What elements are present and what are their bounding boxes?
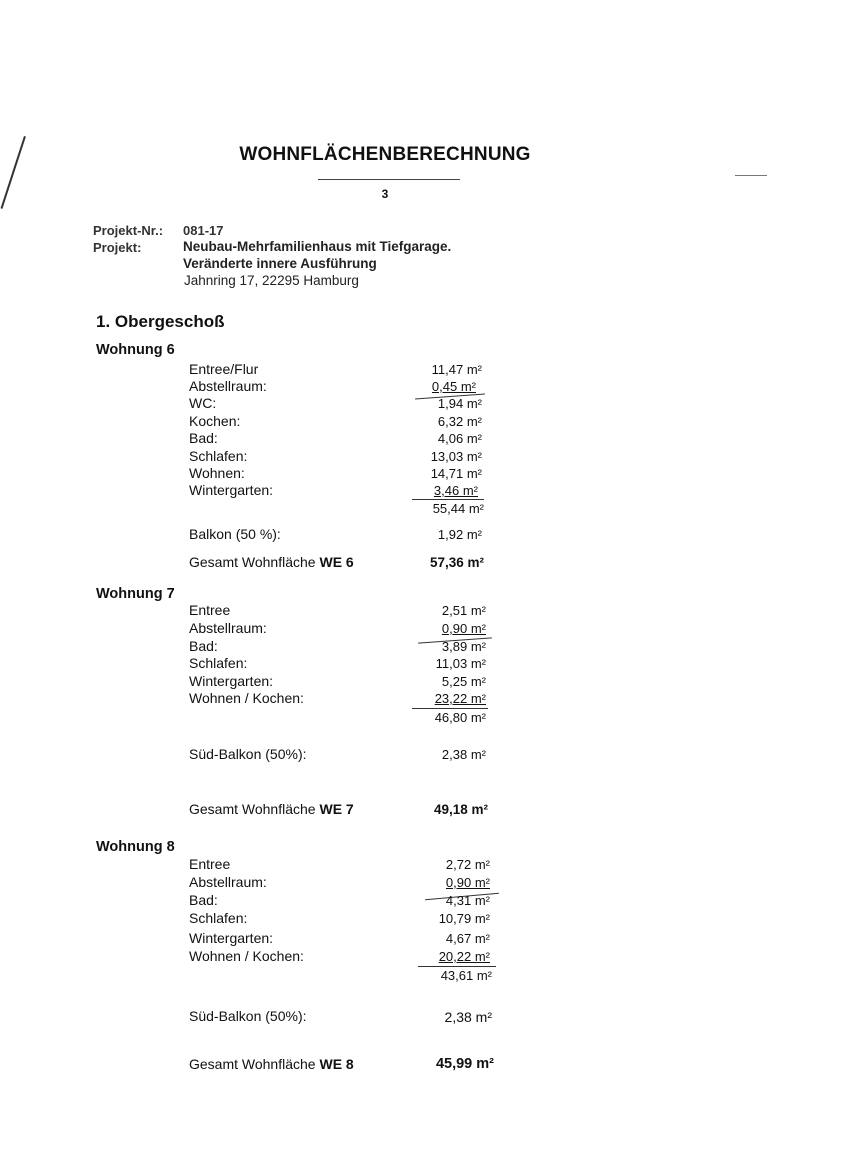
room-area: 4,67 m² (445, 931, 490, 946)
page-number: 3 (381, 187, 389, 201)
total-label-text: Gesamt Wohnfläche (189, 1056, 320, 1072)
room-label: Kochen: (189, 413, 241, 429)
room-label: Wintergarten: (189, 930, 274, 946)
room-label: Entree (189, 856, 231, 872)
room-area: 5,25 m² (441, 674, 486, 689)
room-area: 2,72 m² (445, 857, 490, 872)
room-area: 6,32 m² (437, 414, 482, 429)
balcony-area: 2,38 m² (444, 1009, 492, 1025)
room-area: 3,46 m² (433, 483, 478, 498)
room-area: 20,22 m² (438, 949, 490, 964)
total-label (189, 1056, 354, 1072)
sum-line (418, 966, 496, 967)
room-area: 4,06 m² (437, 431, 482, 446)
project-number: 081-17 (183, 223, 224, 238)
unit-heading: Wohnung 7 (96, 586, 175, 602)
room-label: Abstellraum: (189, 620, 267, 636)
total-label (189, 554, 354, 570)
room-label: Schlafen: (189, 910, 248, 926)
room-label: WC: (189, 395, 217, 411)
unit-heading: Wohnung 6 (96, 342, 175, 358)
room-area: 3,89 m² (441, 639, 486, 654)
room-label: Entree (189, 602, 231, 618)
project-label: Projekt: (93, 240, 142, 255)
room-label: Schlafen: (189, 655, 248, 671)
room-area: 2,51 m² (441, 603, 486, 618)
total-unit: WE 8 (319, 1056, 354, 1072)
room-area: 10,79 m² (438, 911, 490, 926)
room-label: Wohnen: (189, 465, 245, 481)
balcony-area: 1,92 m² (437, 527, 482, 542)
total-area: 57,36 m² (429, 555, 484, 570)
balcony-label: Balkon (50 %): (189, 526, 281, 542)
project-title-line1: Neubau-Mehrfamilienhaus mit Tiefgarage. (183, 239, 452, 254)
room-area: 13,03 m² (430, 449, 482, 464)
balcony-label: Süd-Balkon (50%): (189, 1008, 307, 1024)
project-number-label: Projekt-Nr.: (93, 223, 164, 238)
sum-line (412, 708, 488, 709)
room-label: Bad: (189, 638, 218, 654)
total-label-text: Gesamt Wohnfläche (189, 801, 320, 817)
subtotal: 55,44 m² (432, 501, 484, 516)
project-address: Jahnring 17, 22295 Hamburg (184, 273, 359, 288)
room-label: Abstellraum: (189, 874, 267, 890)
room-label: Bad: (189, 892, 218, 908)
room-label: Wintergarten: (189, 673, 274, 689)
room-label: Abstellraum: (189, 378, 267, 394)
total-label (189, 801, 354, 817)
room-label: Wohnen / Kochen: (189, 948, 304, 964)
total-area: 49,18 m² (433, 802, 488, 817)
page-title: WOHNFLÄCHENBERECHNUNG (239, 144, 531, 165)
total-area: 45,99 m² (435, 1056, 494, 1072)
sum-line (412, 499, 484, 500)
subtotal: 43,61 m² (440, 968, 492, 983)
room-area: 4,31 m² (445, 893, 490, 908)
room-label: Schlafen: (189, 448, 248, 464)
room-area: 23,22 m² (434, 691, 486, 706)
room-label: Wintergarten: (189, 482, 274, 498)
room-area: 11,03 m² (435, 656, 486, 671)
total-unit: WE 7 (319, 801, 354, 817)
room-area: 14,71 m² (430, 466, 482, 481)
unit-heading: Wohnung 8 (96, 839, 175, 855)
room-area: 0,90 m² (441, 621, 486, 636)
page-number-rule (318, 179, 460, 180)
room-label: Entree/Flur (189, 361, 259, 377)
total-unit: WE 6 (319, 554, 354, 570)
balcony-label: Süd-Balkon (50%): (189, 746, 307, 762)
room-area: 11,47 m² (431, 362, 482, 377)
margin-line (735, 175, 767, 176)
section-title: 1. Obergeschoß (96, 312, 225, 331)
total-label-text: Gesamt Wohnfläche (189, 554, 320, 570)
room-area: 0,90 m² (445, 875, 490, 890)
subtotal: 46,80 m² (434, 710, 486, 725)
project-title-line2: Veränderte innere Ausführung (183, 256, 377, 271)
room-area: 1,94 m² (437, 396, 482, 411)
room-area: 0,45 m² (431, 379, 476, 394)
room-label: Wohnen / Kochen: (189, 690, 304, 706)
room-label: Bad: (189, 430, 218, 446)
balcony-area: 2,38 m² (441, 747, 486, 762)
